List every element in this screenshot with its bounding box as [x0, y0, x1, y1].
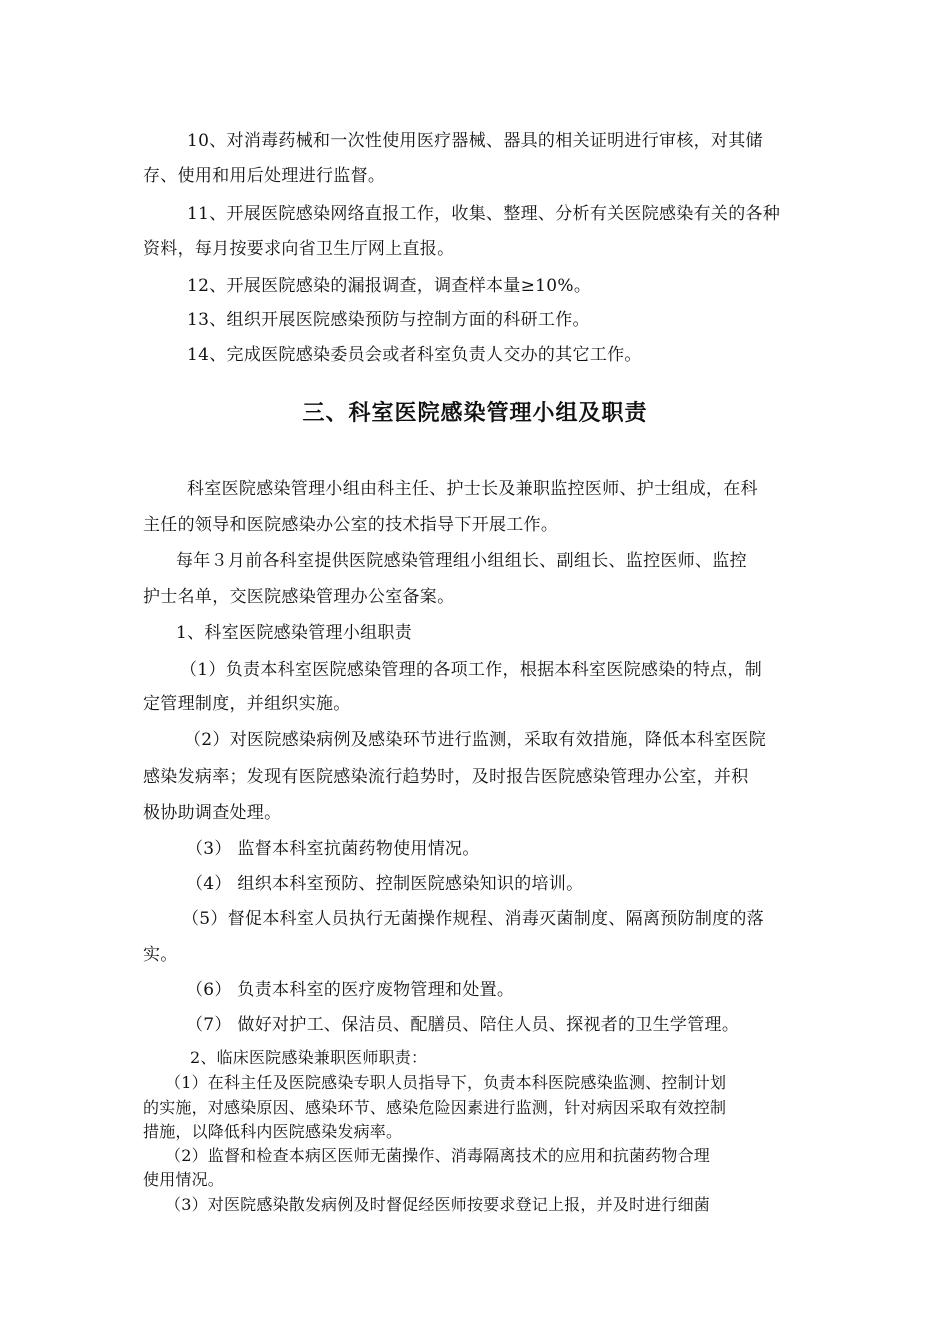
intro-2-line-1: 每年３月前各科室提供医院感染管理组小组组长、副组长、监控医师、监控 — [176, 551, 747, 571]
duty-1-line-2: 定管理制度，并组织实施。 — [143, 694, 351, 714]
doctor-duty-1-line-3: 措施，以降低科内医院感染发病率。 — [143, 1122, 403, 1141]
paragraph-11-line-1: 11、开展医院感染网络直报工作，收集、整理、分析有关医院感染有关的各种 — [187, 204, 781, 224]
duty-1-line-1: （1）负责本科室医院感染管理的各项工作，根据本科室医院感染的特点，制 — [180, 660, 763, 680]
doctor-duty-2-line-1: （2）监督和检查本病区医师无菌操作、消毒隔离技术的应用和抗菌药物合理 — [165, 1146, 710, 1165]
duty-2-line-3: 极协助调查处理。 — [143, 803, 282, 823]
paragraph-10-line-2: 存、使用和用后处理进行监督。 — [143, 166, 386, 186]
doctor-duty-2-line-2: 使用情况。 — [143, 1170, 225, 1189]
intro-2-line-2: 护士名单，交医院感染管理办公室备案。 — [143, 587, 455, 607]
duty-7: （7） 做好对护工、保洁员、配膳员、陪住人员、探视者的卫生学管理。 — [186, 1015, 740, 1035]
paragraph-14: 14、完成医院感染委员会或者科室负责人交办的其它工作。 — [187, 345, 642, 365]
doctor-duty-3-line-1: （3）对医院感染散发病例及时督促经医师按要求登记上报，并及时进行细菌 — [165, 1195, 710, 1214]
doctor-duty-1-line-2: 的实施，对感染原因、感染环节、感染危险因素进行监测，针对病因采取有效控制 — [143, 1098, 727, 1117]
paragraph-11-line-2: 资料，每月按要求向省卫生厅网上直报。 — [143, 239, 455, 259]
duty-2-line-2: 感染发病率；发现有医院感染流行趋势时，及时报告医院感染管理办公室，并积 — [143, 767, 749, 787]
duty-4: （4） 组织本科室预防、控制医院感染知识的培训。 — [186, 874, 584, 894]
subsection-1-heading: 1、科室医院感染管理小组职责 — [176, 623, 413, 643]
intro-1-line-2: 主任的领导和医院感染办公室的技术指导下开展工作。 — [143, 515, 559, 535]
duty-2-line-1: （2）对医院感染病例及感染环节进行监测，采取有效措施，降低本科室医院 — [184, 730, 767, 750]
duty-5-line-1: （5）督促本科室人员执行无菌操作规程、消毒灭菌制度、隔离预防制度的落 — [182, 909, 765, 929]
duty-5-line-2: 实。 — [143, 945, 178, 965]
paragraph-13: 13、组织开展医院感染预防与控制方面的科研工作。 — [187, 310, 590, 330]
paragraph-12: 12、开展医院感染的漏报调查，调查样本量≥10%。 — [187, 276, 592, 296]
duty-3: （3） 监督本科室抗菌药物使用情况。 — [186, 839, 480, 859]
subsection-2-heading: 2、临床医院感染兼职医师职责： — [190, 1048, 428, 1067]
paragraph-10-line-1: 10、对消毒药械和一次性使用医疗器械、器具的相关证明进行审核，对其储 — [187, 131, 763, 151]
section-title: 三、科室医院感染管理小组及职责 — [302, 401, 648, 426]
duty-6: （6） 负责本科室的医疗废物管理和处置。 — [186, 980, 515, 1000]
intro-1-line-1: 科室医院感染管理小组由科主任、护士长及兼职监控医师、护士组成，在科 — [187, 479, 758, 499]
doctor-duty-1-line-1: （1）在科主任及医院感染专职人员指导下，负责本科医院感染监测、控制计划 — [165, 1073, 727, 1092]
